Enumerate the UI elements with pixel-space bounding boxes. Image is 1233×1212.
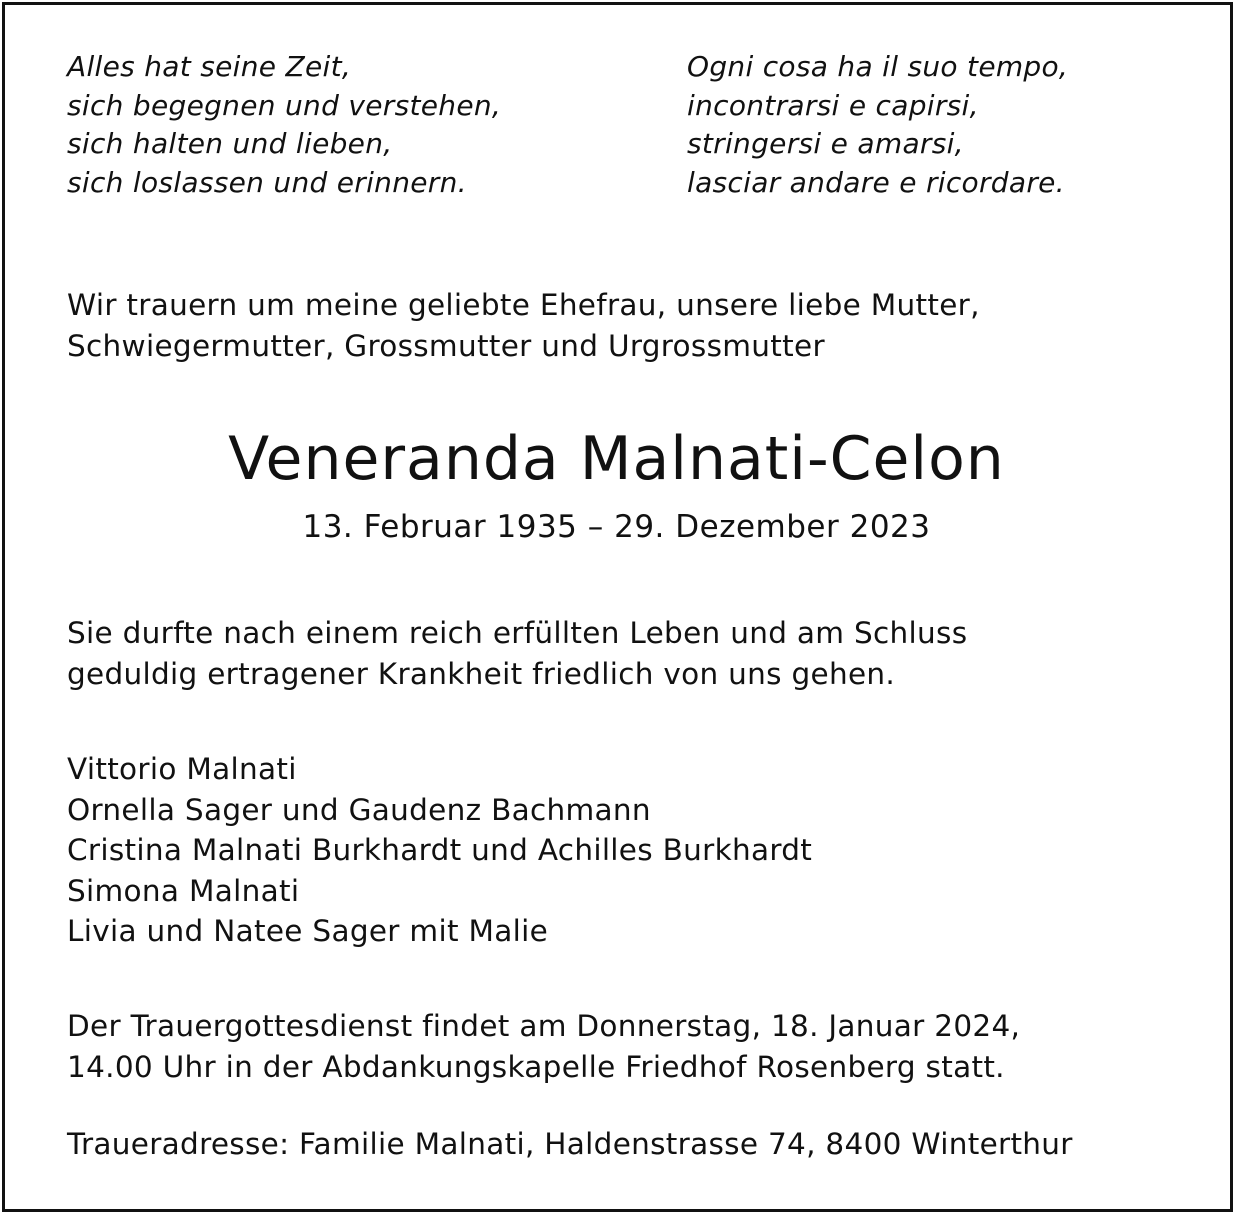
poem-line: sich halten und lieben,: [67, 127, 393, 160]
life-dates: 13. Februar 1935 – 29. Dezember 2023: [302, 509, 931, 545]
poem-line: Alles hat seine Zeit,: [67, 50, 352, 83]
intro-line: Wir trauern um meine geliebte Ehefrau, unsere liebe Mutter,: [67, 288, 980, 322]
mourner-entry: Simona Malnati: [67, 873, 300, 908]
poem-italian: [687, 48, 1068, 202]
statement-line: Sie durfte nach einem reich erfüllten Leben und am Schluss: [67, 616, 968, 650]
poem-line: stringersi e amarsi,: [687, 127, 964, 160]
mourners-list: [67, 749, 812, 952]
poem-line: incontrarsi e capirsi,: [687, 88, 979, 122]
mourner-entry: Livia und Natee Sager mit Malie: [67, 914, 549, 948]
statement-text: [67, 613, 967, 694]
mourning-address: Traueradresse: Familie Malnati, Haldenstrasse 74, 8400 Winterthur: [67, 1127, 1073, 1161]
poem-line: lasciar andare e ricordare.: [687, 165, 1065, 199]
service-info: [67, 1006, 1020, 1087]
poem-line: sich loslassen und erinnern.: [67, 165, 467, 199]
mourner-entry: Ornella Sager und Gaudenz Bachmann: [67, 792, 651, 827]
statement-line: geduldig ertragener Krankheit friedlich von uns gehen.: [67, 656, 896, 691]
mourner-entry: Vittorio Malnati: [67, 752, 297, 786]
poem-line: sich begegnen und verstehen,: [67, 88, 502, 122]
deceased-name: Veneranda Malnati-Celon: [228, 424, 1005, 494]
intro-line: Schwiegermutter, Grossmutter und Urgrossmutter: [67, 328, 825, 363]
poem-german: [67, 48, 501, 202]
service-line: Der Trauergottesdienst findet am Donnerstag, 18. Januar 2024,: [67, 1009, 1021, 1043]
service-line: 14.00 Uhr in der Abdankungskapelle Friedhof Rosenberg statt.: [67, 1049, 1005, 1084]
poem-line: Ogni cosa ha il suo tempo,: [687, 50, 1069, 83]
intro-text: [67, 285, 980, 366]
mourner-entry: Cristina Malnati Burkhardt und Achilles Burkhardt: [67, 833, 813, 867]
